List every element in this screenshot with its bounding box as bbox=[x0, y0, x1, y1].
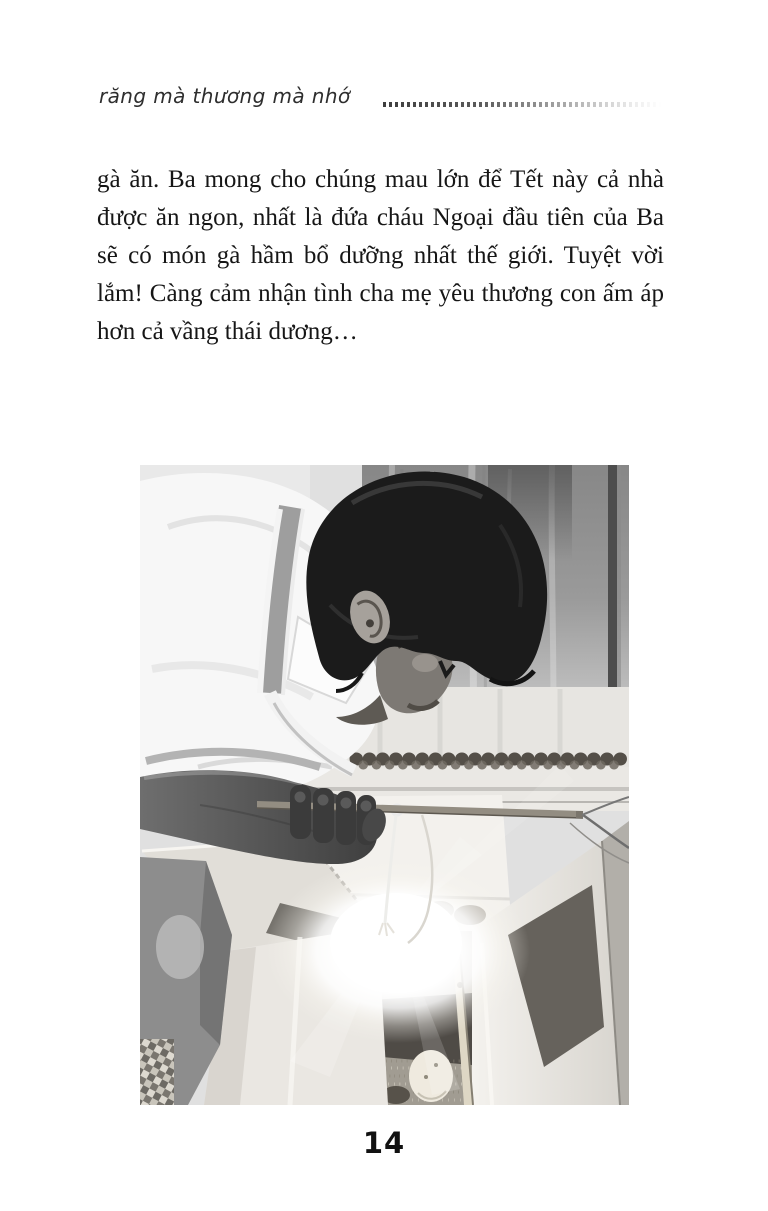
body-paragraph: gà ăn. Ba mong cho chúng mau lớn để Tết này cả nhà được ăn ngon, nhất là đứa cháu Ngoại đầu tiên của Ba sẽ có món gà hầm bổ dưỡng nhất thế giới. Tuyệt vời lắm! Càng cảm nhận tình cha mẹ yêu thương con ấm áp hơn cả vầng thái dương… bbox=[97, 166, 664, 345]
patterned-floor-mat bbox=[140, 1039, 174, 1105]
running-header: răng mà thương mà nhớ bbox=[99, 84, 351, 108]
photo-drawing bbox=[140, 465, 629, 1105]
dotted-rule-decoration bbox=[383, 102, 661, 107]
photo-man-with-chick-brooder-box bbox=[140, 465, 629, 1105]
page-number: 14 bbox=[362, 1126, 406, 1160]
